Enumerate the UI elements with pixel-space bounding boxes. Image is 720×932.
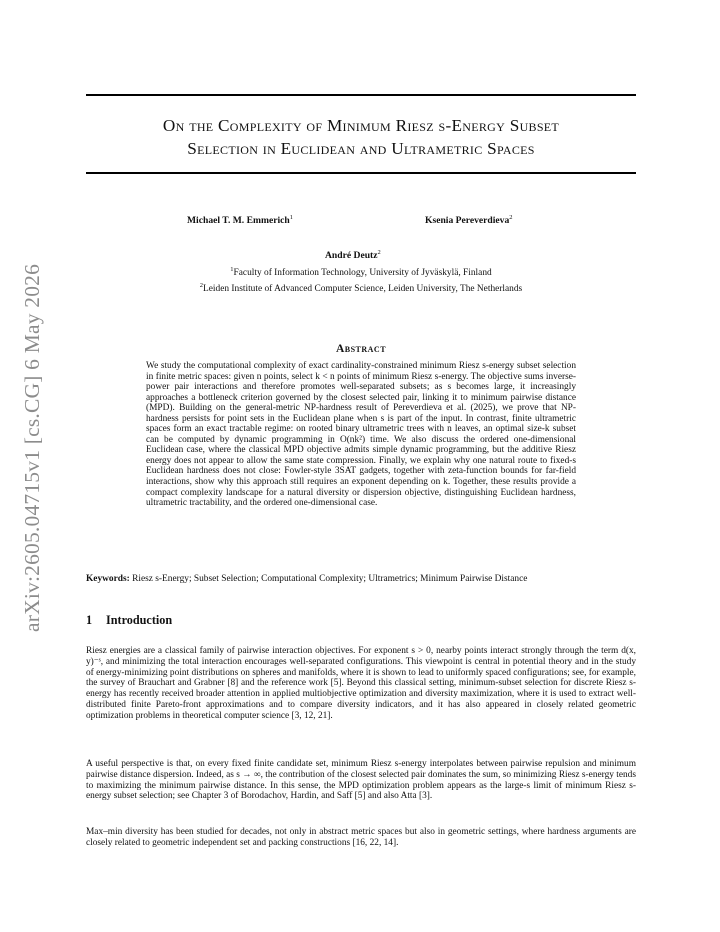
author-3: [325, 249, 381, 261]
author-2-mark: 2: [509, 214, 513, 221]
affiliation-1: [86, 266, 636, 278]
section-heading: [86, 613, 172, 628]
affiliation-1-text: Faculty of Information Technology, University of Jyväskylä, Finland: [233, 268, 492, 279]
keywords-line: [86, 574, 646, 584]
title-top-rule: [86, 94, 636, 96]
affiliation-2-mark: 2: [199, 282, 204, 289]
paper-title-line-1: On the Complexity of Minimum Riesz s-Energy Subset: [162, 116, 560, 135]
author-2-name: Ksenia Pereverdieva: [425, 215, 510, 227]
affiliation-1-mark: 1: [230, 266, 234, 273]
author-1: [187, 214, 293, 226]
keywords-label: Keywords:: [86, 574, 130, 584]
author-2: [425, 214, 513, 226]
paper-title: [86, 114, 636, 160]
affiliation-2-text: Leiden Institute of Advanced Computer Science, Leiden University, The Netherlands: [203, 284, 523, 295]
paper-title-line-2: Selection in Euclidean and Ultrametric Spaces: [187, 139, 535, 158]
keywords-list: Riesz s-Energy; Subset Selection; Computational Complexity; Ultrametrics; Minimum Pairwise Distance: [132, 574, 528, 584]
intro-paragraph-1: Riesz energies are a classical family of pairwise interaction objectives. For exponent s > 0, nearby points interact strongly through the term d(x, y)⁻ˢ, and minimizing the total interaction encourages well-separated configurations. This viewpoint is central in potential theory and in the study of energy-minimizing point distributions on spheres and manifolds, where it is shown to lead to uniformly spaced configurations; see, for example, the survey of Brauchart and Grabner [8] and the reference work [5]. Beyond this classical setting, minimum-subset selection for discrete Riesz s-energy has recently received broader attention in applied multiobjective optimization and diversity maximization, where it is used to extract well-distributed finite Pareto-front approximations and to compare diversity indicators, and it has also appeared in closely related geometric optimization problems in theoretical computer science [3, 12, 21].: [86, 646, 636, 721]
title-bottom-rule: [86, 172, 636, 174]
author-3-name: André Deutz: [325, 250, 378, 262]
author-1-name: Michael T. M. Emmerich: [187, 215, 290, 227]
abstract-text: We study the computational complexity of exact cardinality-constrained minimum Riesz s-energy subset selection in finite metric spaces: given n points, select k < n points of minimum Riesz s-energy. The objective sums inverse-power pair interactions and therefore promotes well-separated subsets; as s becomes large, it increasingly approaches a bottleneck criterion governed by the closest selected pair, linking it to minimum pairwise distance (MPD). Building on the general-metric NP-hardness result of Pereverdieva et al. (2025), we prove that NP-hardness persists for point sets in the Euclidean plane when s is part of the input. In contrast, finite ultrametric spaces form an exact tractable regime: on rooted binary ultrametric trees with n leaves, an optimal size-k subset can be computed by dynamic programming in O(nk²) time. We also discuss the ordered one-dimensional Euclidean case, where the classical MPD objective admits simple dynamic programming, but the additive Riesz energy does not appear to allow the same state compression. Finally, we explain why one natural route to fixed-s Euclidean hardness does not close: Fowler-style 3SAT gadgets, together with zeta-function bounds for far-field interactions, show why this approach still requires an exponent depending on k. Together, these results provide a compact complexity landscape for a natural diversity or dispersion objective, distinguishing Euclidean hardness, ultrametric tractability, and the ordered one-dimensional case.: [146, 361, 576, 509]
arxiv-identifier: arXiv:2605.04715v1 [cs.CG] 6 May 2026: [20, 263, 44, 632]
intro-paragraph-3: Max–min diversity has been studied for decades, not only in abstract metric spaces but also in geometric settings, where hardness arguments are closely related to geometric independent set and packing constructions [16, 22, 14].: [86, 827, 636, 848]
section-number: 1: [86, 613, 93, 627]
author-3-mark: 2: [377, 249, 381, 256]
intro-paragraph-2: A useful perspective is that, on every fixed finite candidate set, minimum Riesz s-energy interpolates between pairwise repulsion and minimum pairwise distance dispersion. Indeed, as s → ∞, the contribution of the closest selected pair dominates the sum, so minimizing Riesz s-energy tends to maximizing the minimum pairwise distance. In this sense, the MPD optimization problem appears as the large-s limit of minimum Riesz s-energy subset selection; see Chapter 3 of Borodachov, Hardin, and Saff [5] and also Atta [3].: [86, 759, 636, 802]
affiliation-2: [86, 282, 636, 294]
author-1-mark: 1: [289, 214, 294, 221]
abstract-heading: Abstract: [335, 343, 387, 355]
section-title: Introduction: [106, 613, 173, 627]
